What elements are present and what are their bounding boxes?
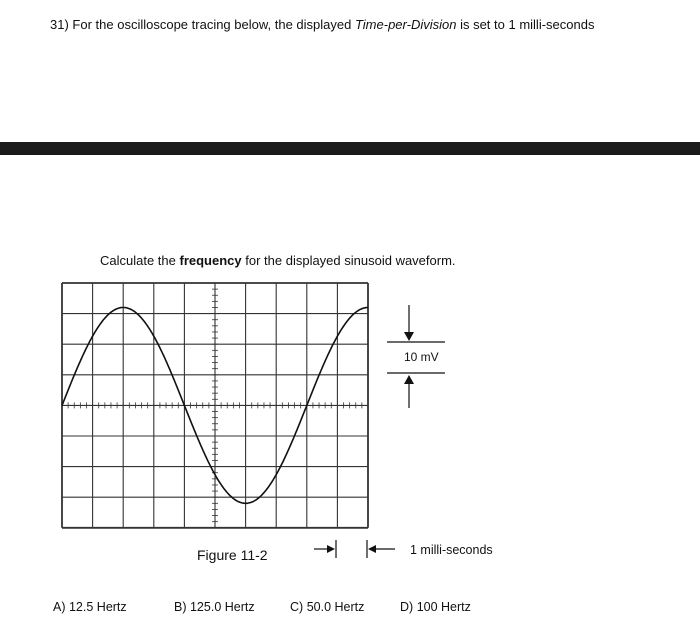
choice-a-letter: A) (53, 600, 66, 614)
choice-c[interactable] (290, 600, 364, 614)
choice-d-text: 100 Hertz (416, 600, 471, 614)
choice-b[interactable] (174, 600, 255, 614)
instruction-after: for the displayed sinusoid waveform. (241, 253, 456, 268)
choice-b-letter: B) (174, 600, 187, 614)
question-emphasis: Time-per-Division (354, 17, 457, 32)
figure-caption: Figure 11-2 (197, 547, 268, 563)
instruction-before: Calculate the (100, 253, 180, 268)
choice-c-letter: C) (290, 600, 304, 614)
time-per-division-marker (314, 540, 395, 558)
instruction-bold: frequency (179, 253, 242, 268)
question-tail: is set to 1 milli-seconds (456, 17, 595, 32)
choice-d[interactable] (400, 600, 471, 614)
choice-c-text: 50.0 Hertz (306, 600, 365, 614)
choice-a[interactable] (53, 600, 127, 614)
choice-d-letter: D) (400, 600, 414, 614)
choice-a-text: 12.5 Hertz (68, 600, 127, 614)
volts-per-division-label: 10 mV (404, 350, 439, 364)
question-body: For the oscilloscope tracing below, the displayed (72, 17, 355, 32)
choice-b-text: 125.0 Hertz (189, 600, 255, 614)
question-number: 31) (50, 17, 69, 32)
time-per-division-label: 1 milli-seconds (410, 543, 493, 557)
